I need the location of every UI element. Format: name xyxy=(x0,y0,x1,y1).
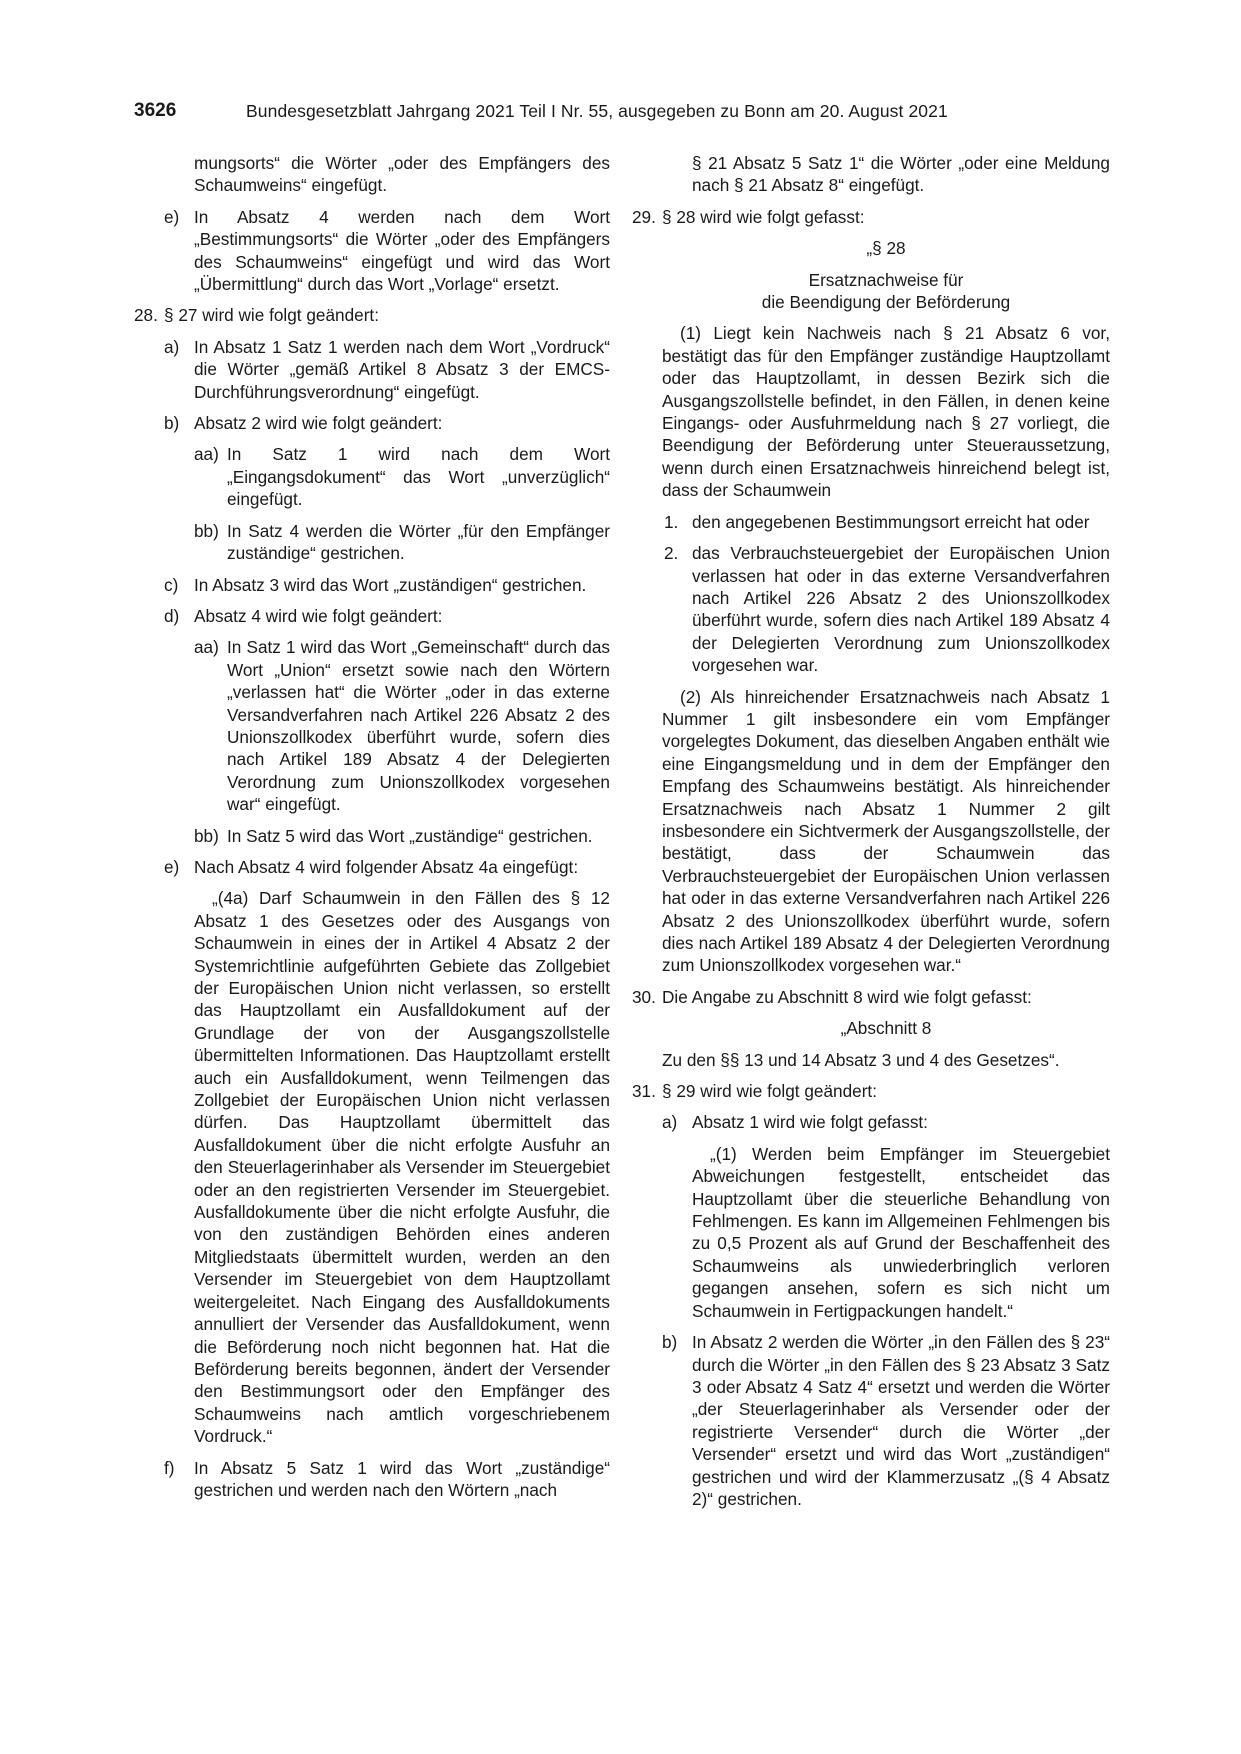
item-marker: aa) xyxy=(194,444,219,465)
item-text: Nach Absatz 4 wird folgender Absatz 4a eingefügt: xyxy=(194,856,579,877)
list-item-b xyxy=(134,412,610,434)
enum-item-1 xyxy=(632,511,1110,533)
section-label: „§ 28 xyxy=(866,238,906,259)
item-marker: e) xyxy=(164,206,180,227)
list-item-d xyxy=(134,605,610,627)
item-marker: a) xyxy=(662,1112,678,1133)
item-number: 31. xyxy=(632,1081,656,1102)
item-text: Absatz 1 wird wie folgt gefasst: xyxy=(692,1112,928,1133)
quoted-paragraph-4a: „(4a) Darf Schaumwein in den Fällen des § 12 Absatz 1 des Gesetzes oder des Ausgangs von Schaumwein in eines der in Artikel 4 Absatz 2 der Systemrichtlinie aufgeführten Gebiete das Zollgebiet der Europäischen Union nicht verlassen, so erstellt das Hauptzollamt ein Ausfalldokument auf der Grundlage der von der Ausgangszollstelle übermittelten Informationen. Das Hauptzollamt erstellt auch ein Ausfalldokument, wenn Teilmengen das Zollgebiet der Europäischen Union nicht verlassen dürfen. Das Hauptzollamt übermittelt das Ausfalldokument über die nicht erfolgte Ausfuhr an den Steuerlagerinhaber als Versender im Steuergebiet oder an den registrierten Versender im Steuergebiet. Ausfalldokumente über die nicht erfolgte Ausfuhr, die von den zuständigen Behörden eines anderen Mitgliedstaats übermittelt wurden, werden an den Versender im Steuergebiet von dem Hauptzollamt weitergeleitet. Nach Eingang des Ausfalldokuments annulliert der Versender das Ausfalldokument, wenn die Beförderung noch nicht begonnen hat. Hat die Beförderung bereits begonnen, ändert der Versender den Bestimmungsort oder den Empfänger des Schaumweins nach amtlich vorgeschriebenem Vordruck.“ xyxy=(194,888,610,1447)
item-text: In Absatz 2 werden die Wörter „in den Fällen des § 23“ durch die Wörter „in den Fällen des § 23 Absatz 3 Satz 3 oder Absatz 4 Satz 4“ ersetzt und werden die Wörter „der Steuerlagerinhaber als Versender oder der registrierte Versender“ durch die Wörter „der Versender“ ersetzt und wird das Wort „zuständigen“ gestrichen und wird der Klammerzusatz „(§ 4 Absatz 2)“ gestrichen. xyxy=(692,1332,1110,1509)
list-item-b xyxy=(632,1331,1110,1510)
continued-item-f: § 21 Absatz 5 Satz 1“ die Wörter „oder eine Meldung nach § 21 Absatz 8“ eingefügt. xyxy=(692,153,1110,196)
item-text: § 29 wird wie folgt geändert: xyxy=(662,1081,877,1102)
section-title-line-1: Ersatznachweise für xyxy=(808,269,964,290)
abschnitt-label: „Abschnitt 8 xyxy=(840,1018,932,1039)
item-text: § 27 wird wie folgt geändert: xyxy=(164,305,379,326)
continued-item-d: mungsorts“ die Wörter „oder des Empfängers des Schaumweins“ eingefügt. xyxy=(194,153,610,196)
sub-item-b-bb xyxy=(134,520,610,565)
item-marker: b) xyxy=(164,413,180,434)
item-marker: a) xyxy=(164,336,180,357)
list-item-a xyxy=(134,336,610,403)
item-text: den angegebenen Bestimmungsort erreicht hat oder xyxy=(692,511,1090,532)
item-text: das Verbrauchsteuergebiet der Europäischen Union verlassen hat oder in das externe Versandverfahren nach Artikel 226 Absatz 2 des Unionszollkodex überführt wurde, sofern dies nach Artikel 189 Absatz 4 der Delegierten Verordnung zum Unionszollkodex vorgesehen war. xyxy=(692,543,1110,676)
item-text: In Absatz 1 Satz 1 werden nach dem Wort „Vordruck“ die Wörter „gemäß Artikel 8 Absatz 3 der EMCS-Durchführungsverordnung“ eingefügt. xyxy=(194,336,610,402)
item-text: In Satz 5 wird das Wort „zuständige“ gestrichen. xyxy=(227,825,593,846)
item-number: 1. xyxy=(664,511,679,532)
item-marker: b) xyxy=(662,1332,678,1353)
list-item-a xyxy=(632,1111,1110,1133)
item-marker: c) xyxy=(164,574,179,595)
paragraph-2: (2) Als hinreichender Ersatznachweis nach Absatz 1 Nummer 1 gilt insbesondere ein vom Empfänger vorgelegtes Dokument, das dieselben Angaben enthält wie eine Eingangsmeldung und in dem der Empfänger den Empfang des Schaumweins bestätigt. Als hinreichender Ersatznachweis nach Absatz 1 Nummer 2 gilt insbesondere ein Sichtvermerk der Ausgangszollstelle, der bestätigt, dass der Schaumwein das Verbrauchsteuergebiet der Europäischen Union verlassen hat oder in das externe Versandverfahren nach Artikel 226 Absatz 2 des Unionszollkodex überführt wurde, sofern dies nach Artikel 189 Absatz 4 der Delegierten Verordnung zum Unionszollkodex vorgesehen war.“ xyxy=(662,686,1110,976)
item-number: 28. xyxy=(134,305,158,326)
item-number: 29. xyxy=(632,206,656,227)
enum-item-2 xyxy=(632,542,1110,676)
item-text: In Satz 4 werden die Wörter „für den Empfänger zuständige“ gestrichen. xyxy=(227,520,610,564)
numbered-item-28 xyxy=(134,304,610,326)
item-marker: e) xyxy=(164,856,180,877)
page-header xyxy=(134,100,994,124)
item-text: Absatz 2 wird wie folgt geändert: xyxy=(194,413,443,434)
item-text: § 28 wird wie folgt gefasst: xyxy=(662,206,865,227)
sub-item-d-bb xyxy=(134,825,610,847)
list-item-e2 xyxy=(134,856,610,878)
item-marker: f) xyxy=(164,1457,175,1478)
list-item-e xyxy=(134,206,610,296)
item-text: In Absatz 5 Satz 1 wird das Wort „zuständige“ gestrichen und werden nach den Wörtern „nach xyxy=(194,1457,610,1500)
list-item-f xyxy=(134,1457,610,1502)
page-number: 3626 xyxy=(134,100,177,121)
abschnitt-text: Zu den §§ 13 und 14 Absatz 3 und 4 des Gesetzes“. xyxy=(662,1049,1060,1070)
item-marker: d) xyxy=(164,605,180,626)
list-item-c xyxy=(134,574,610,596)
item-number: 30. xyxy=(632,986,656,1007)
item-text: In Absatz 3 wird das Wort „zuständigen“ gestrichen. xyxy=(194,574,587,595)
quoted-paragraph-1: „(1) Werden beim Empfänger im Steuergebiet Abweichungen festgestellt, entscheidet das Hauptzollamt über die steuerliche Behandlung von Fehlmengen. Es kann im Allgemeinen Fehlmengen bis zu 0,5 Prozent als auf Grund der Beschaffenheit des Schaumweins als unwiederbringlich verloren gegangen ansehen, sofern es sich nicht um Schaumwein in Fertigpackungen handelt.“ xyxy=(692,1143,1110,1321)
numbered-item-30 xyxy=(632,986,1110,1008)
item-text: In Satz 1 wird nach dem Wort „Eingangsdokument“ das Wort „unverzüglich“ eingefügt. xyxy=(227,444,610,510)
item-marker: aa) xyxy=(194,637,219,658)
sub-item-b-aa xyxy=(134,443,610,510)
left-column xyxy=(134,152,610,1501)
item-text: In Satz 1 wird das Wort „Gemeinschaft“ durch das Wort „Union“ ersetzt sowie nach den Wörtern „verlassen hat“ die Wörter „oder in das externe Versandverfahren nach Artikel 226 Absatz 2 des Unionszollkodex überführt wurde, sofern dies nach Artikel 189 Absatz 4 der Delegierten Verordnung zum Unionszollkodex vorgesehen war“ eingefügt. xyxy=(227,637,610,815)
item-text: Die Angabe zu Abschnitt 8 wird wie folgt gefasst: xyxy=(662,986,1032,1007)
running-head: Bundesgesetzblatt Jahrgang 2021 Teil I Nr. 55, ausgegeben zu Bonn am 20. August 2021 xyxy=(246,101,948,121)
right-column xyxy=(632,152,1110,1510)
item-text: Absatz 4 wird wie folgt geändert: xyxy=(194,605,443,626)
sub-item-d-aa xyxy=(134,636,610,815)
item-marker: bb) xyxy=(194,520,219,541)
item-marker: bb) xyxy=(194,825,219,846)
item-number: 2. xyxy=(664,543,679,564)
item-text: In Absatz 4 werden nach dem Wort „Bestimmungsorts“ die Wörter „oder des Empfängers des Schaumweins“ eingefügt und wird das Wort „Übermittlung“ durch das Wort „Vorlage“ ersetzt. xyxy=(194,206,610,295)
paragraph-1: (1) Liegt kein Nachweis nach § 21 Absatz 6 vor, bestätigt das für den Empfänger zuständige Hauptzollamt oder das Hauptzollamt, in dessen Bezirk sich die Ausgangszollstelle befindet, in den Fällen, in denen keine Eingangs- oder Ausfuhrmeldung nach § 27 vorliegt, die Beendigung der Beförderung unter Steueraussetzung, wenn durch einen Ersatznachweis hinreichend belegt ist, dass der Schaumwein xyxy=(662,323,1110,501)
section-title-line-2: die Beendigung der Beförderung xyxy=(761,292,1011,313)
numbered-item-29 xyxy=(632,206,1110,228)
numbered-item-31 xyxy=(632,1080,1110,1102)
